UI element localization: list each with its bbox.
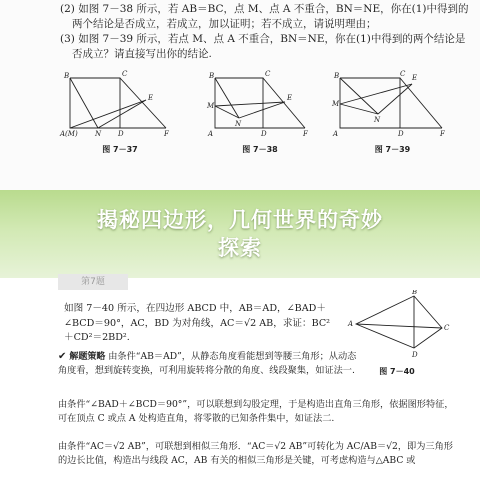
problem-line: 否成立？请直接写出你的结论. <box>72 48 212 60</box>
label-A: A(M) <box>60 130 78 138</box>
figure-7-37 <box>60 70 180 155</box>
explanation-paragraph-1: 由条件“∠BAD＋∠BCD＝90°”，可以联想到勾股定理，于是构造出直角三角形，依据图形特征，可在顶点 C 或点 A 处构造直角，将零散的已知条件集中，如证法二. <box>58 399 454 424</box>
label-F: F <box>164 130 169 138</box>
strategy-paragraph <box>58 350 358 378</box>
label-B: B <box>64 72 70 80</box>
label-F: F <box>440 130 445 138</box>
label-M: M <box>207 102 215 110</box>
label-E: E <box>287 94 293 102</box>
label-D: D <box>412 351 418 359</box>
label-C: C <box>265 70 271 78</box>
label-C: C <box>444 324 450 332</box>
label-N: N <box>235 120 242 128</box>
label-M: M <box>332 100 340 108</box>
figure-7-38-diagram <box>205 70 315 140</box>
explanation-paragraph-2: 由条件“AC＝√2 AB”，可联想到相似三角形．“AC＝√2 AB”可转化为 AC/AB＝√2，即为三角形的边长比值，构造出与线段 AC，AB 有关的相似三角形是关键，可考虑构造与△ABC 或 <box>58 441 453 466</box>
label-F: F <box>303 130 308 138</box>
banner-title-line1: 揭秘四边形，几何世界的奇妙 <box>97 208 383 232</box>
strategy-text: 由条件“AB＝AD”，从静态角度看能想到等腰三角形；从动态角度看，想到旋转变换，可利用旋转将分散的角度、线段聚集，如证法一. <box>58 351 357 376</box>
banner-title-line2: 探索 <box>218 236 262 260</box>
label-A: A <box>348 320 354 328</box>
label-N: N <box>95 130 102 138</box>
check-icon: ✔ <box>58 351 67 362</box>
problem-text <box>60 2 470 62</box>
label-B: B <box>209 72 215 80</box>
strategy-badge: 解题策略 <box>69 352 106 362</box>
figure-7-39-diagram <box>330 70 455 140</box>
label-N: N <box>374 116 381 124</box>
figure-7-40 <box>342 290 452 377</box>
problem-line: (3) 如图 7－39 所示，若点 M、点 A 不重合，BN＝NE，你在(1)中得到的两个结论是 <box>60 33 466 45</box>
label-A: A <box>333 130 339 138</box>
figure-7-40-diagram <box>342 290 452 360</box>
label-D: D <box>118 130 124 138</box>
textbook-bottom-section <box>0 278 480 480</box>
label-D: D <box>261 130 267 138</box>
figure-7-39 <box>330 70 455 155</box>
figure-caption: 图 7－40 <box>379 367 415 376</box>
figure-7-38 <box>205 70 315 155</box>
figure-7-37-diagram <box>60 70 180 140</box>
label-C: C <box>122 70 128 78</box>
label-A: A <box>208 130 214 138</box>
label-E: E <box>148 94 154 102</box>
label-B: B <box>412 290 418 296</box>
label-C: C <box>400 70 406 78</box>
title-banner <box>0 190 480 278</box>
figure-caption: 图 7－38 <box>242 145 278 154</box>
problem-statement: 如图 7－40 所示，在四边形 ABCD 中，AB＝AD，∠BAD＋∠BCD＝90°，AC，BD 为对角线，AC＝√2 AB，求证：BC²＋CD²＝2BD². <box>64 303 331 343</box>
figure-caption: 图 7－39 <box>374 145 411 154</box>
label-D: D <box>398 130 404 138</box>
problem-number-tag: 第7题 <box>58 274 128 290</box>
problem-line: 两个结论是否成立，若成立，加以证明；若不成立，请说明理由； <box>72 18 377 30</box>
label-E: E <box>412 74 418 82</box>
problem-line: (2) 如图 7－38 所示，若 AB＝BC，点 M、点 A 不重合，BN＝NE，你在(1)中得到的 <box>60 3 469 15</box>
figure-caption: 图 7－37 <box>102 145 138 154</box>
textbook-top-section <box>0 0 480 190</box>
label-B: B <box>334 72 340 80</box>
